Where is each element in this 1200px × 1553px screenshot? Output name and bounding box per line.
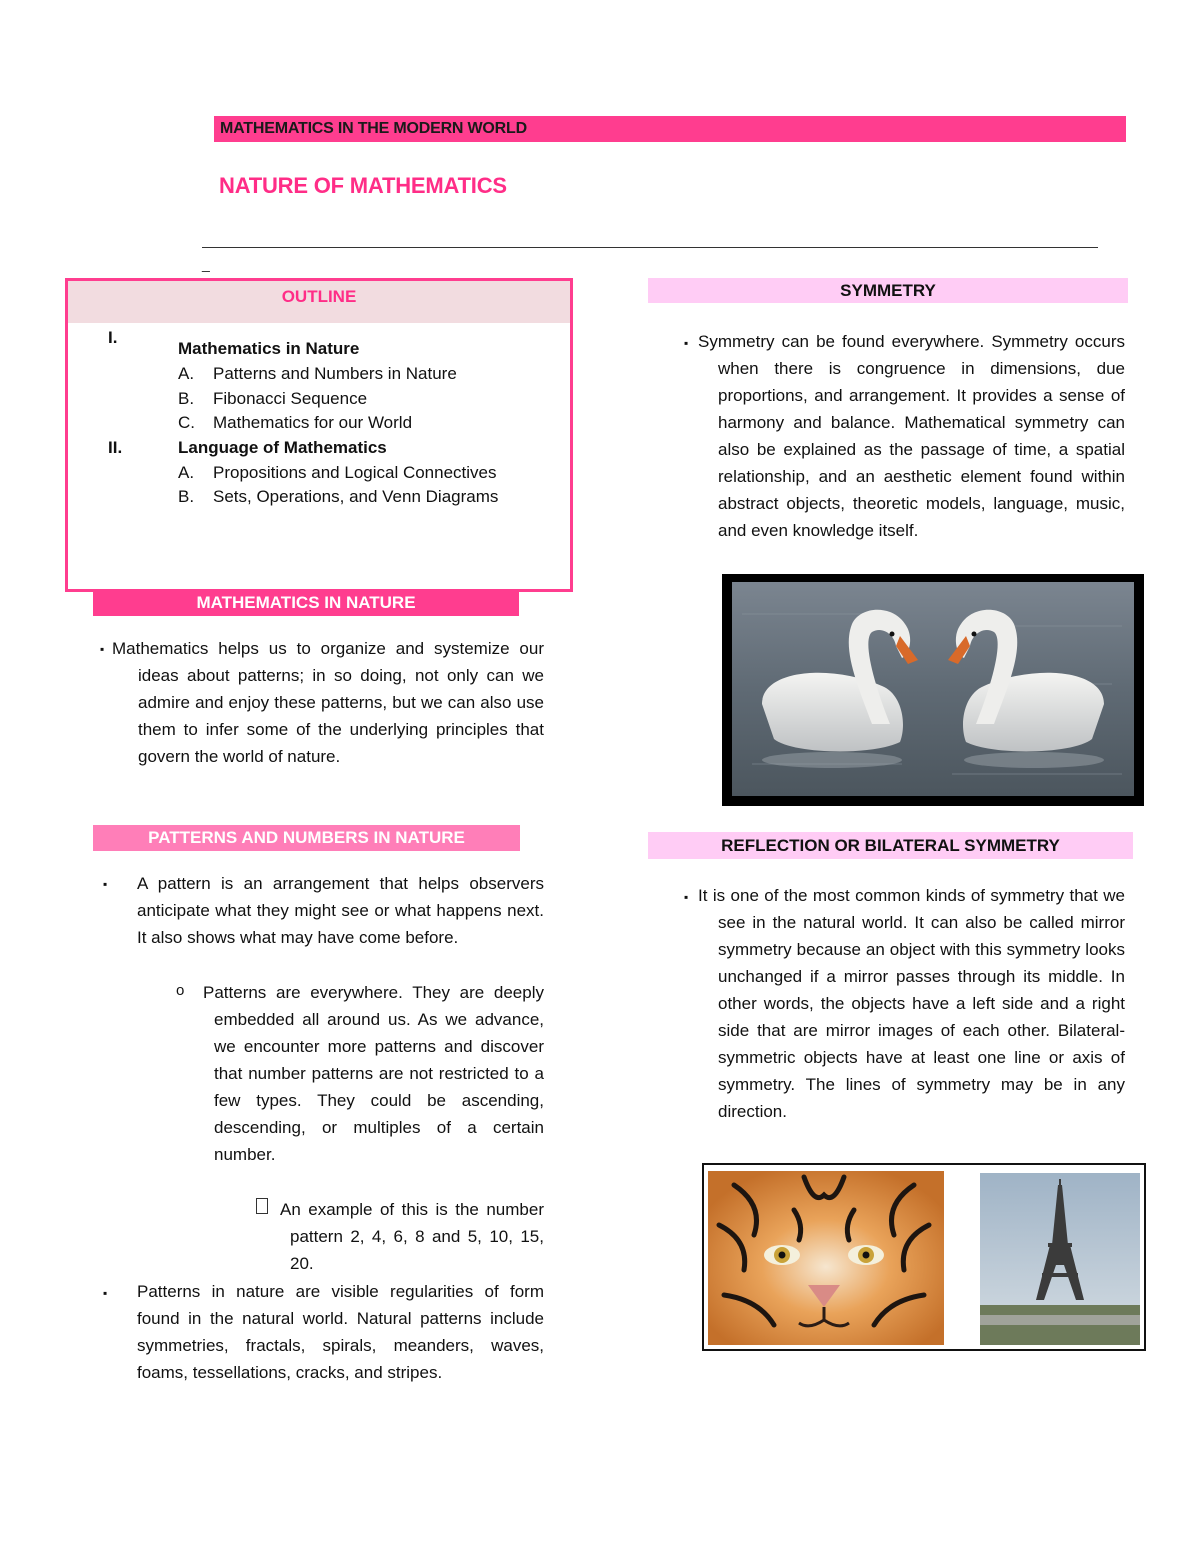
header-divider [202, 247, 1098, 248]
bullet-icon: ▪ [684, 336, 689, 350]
patterns-paragraph-2: Patterns in nature are visible regularities of form found in the natural world. Natural patterns include symmetries, fractals, spirals, meanders, waves, foams, tessellations, cracks, and stripes. [137, 1282, 544, 1382]
outline-numeral-2: II. [108, 438, 123, 457]
outline-item: B. Fibonacci Sequence [178, 389, 368, 408]
reflection-paragraph: It is one of the most common kinds of symmetry that we see in the natural world. It can also be called mirror symmetry because an object with this symmetry looks unchanged if a mirror passes through its middle. In other words, the objects have a left side and a right side that are mirror images of each other. Bilateral-symmetric objects have at least one line or axis of symmetry. The lines of symmetry may be in any direction. [698, 886, 1125, 1121]
swans-illustration [722, 574, 1144, 806]
tiger-and-tower-illustration [704, 1165, 1144, 1349]
bullet-icon: ▪ [103, 877, 108, 891]
outline-item: A. Propositions and Logical Connectives [178, 463, 497, 482]
outline-item: A. Patterns and Numbers in Nature [178, 364, 457, 383]
swans-photo [722, 574, 1144, 806]
patterns-sub-paragraph: Patterns are everywhere. They are deeply embedded all around us. As we advance, we encounter more patterns and discover that number patterns are not restricted to a few types. They could be ascending, descending, or multiples of a certain number. [203, 983, 544, 1164]
outline-header [68, 281, 570, 323]
page-title: NATURE OF MATHEMATICS [219, 173, 507, 198]
course-title: MATHEMATICS IN THE MODERN WORLD [220, 120, 527, 137]
outline-section-1-title: Mathematics in Nature [178, 339, 360, 358]
math-in-nature-paragraph: Mathematics helps us to organize and systemize our ideas about patterns; in so doing, not only can we admire and enjoy these patterns, but we can also use them to infer some of the underlying principles that govern the world of nature. [112, 639, 544, 766]
symmetry-examples-photo [702, 1163, 1146, 1351]
outline-item: B. Sets, Operations, and Venn Diagrams [178, 487, 499, 506]
missing-glyph-bullet-icon [256, 1198, 268, 1214]
sub-bullet-icon: o [176, 982, 185, 999]
symmetry-paragraph: Symmetry can be found everywhere. Symmetry occurs when there is congruence in dimensions, due proportions, and arrangement. It provides a sense of harmony and balance. Mathematical symmetry can also be explained as the passage of time, a spatial relationship, and an aesthetic element found within abstract objects, theoretic models, language, music, and even knowledge itself. [698, 332, 1125, 540]
bullet-icon: ▪ [103, 1286, 108, 1300]
symmetry-heading: SYMMETRY [648, 278, 1128, 303]
outline-heading: OUTLINE [281, 287, 357, 306]
course-banner [214, 116, 1126, 142]
bullet-icon: ▪ [684, 890, 689, 904]
outline-numeral-1: I. [108, 328, 118, 347]
outline-item: C. Mathematics for our World [178, 413, 413, 432]
patterns-heading: PATTERNS AND NUMBERS IN NATURE [93, 825, 520, 851]
outline-box [65, 278, 573, 592]
reflection-heading: REFLECTION OR BILATERAL SYMMETRY [648, 832, 1133, 859]
bullet-icon: ▪ [100, 642, 105, 656]
stray-underscore: _ [202, 256, 210, 272]
patterns-example: An example of this is the number pattern 2, 4, 6, 8 and 5, 10, 15, 20. [280, 1200, 544, 1273]
patterns-paragraph-1: A pattern is an arrangement that helps observers anticipate what they might see or what happens next. It also shows what may have come before. [137, 874, 544, 947]
math-in-nature-heading: MATHEMATICS IN NATURE [93, 590, 519, 616]
outline-section-2-title: Language of Mathematics [178, 438, 387, 457]
